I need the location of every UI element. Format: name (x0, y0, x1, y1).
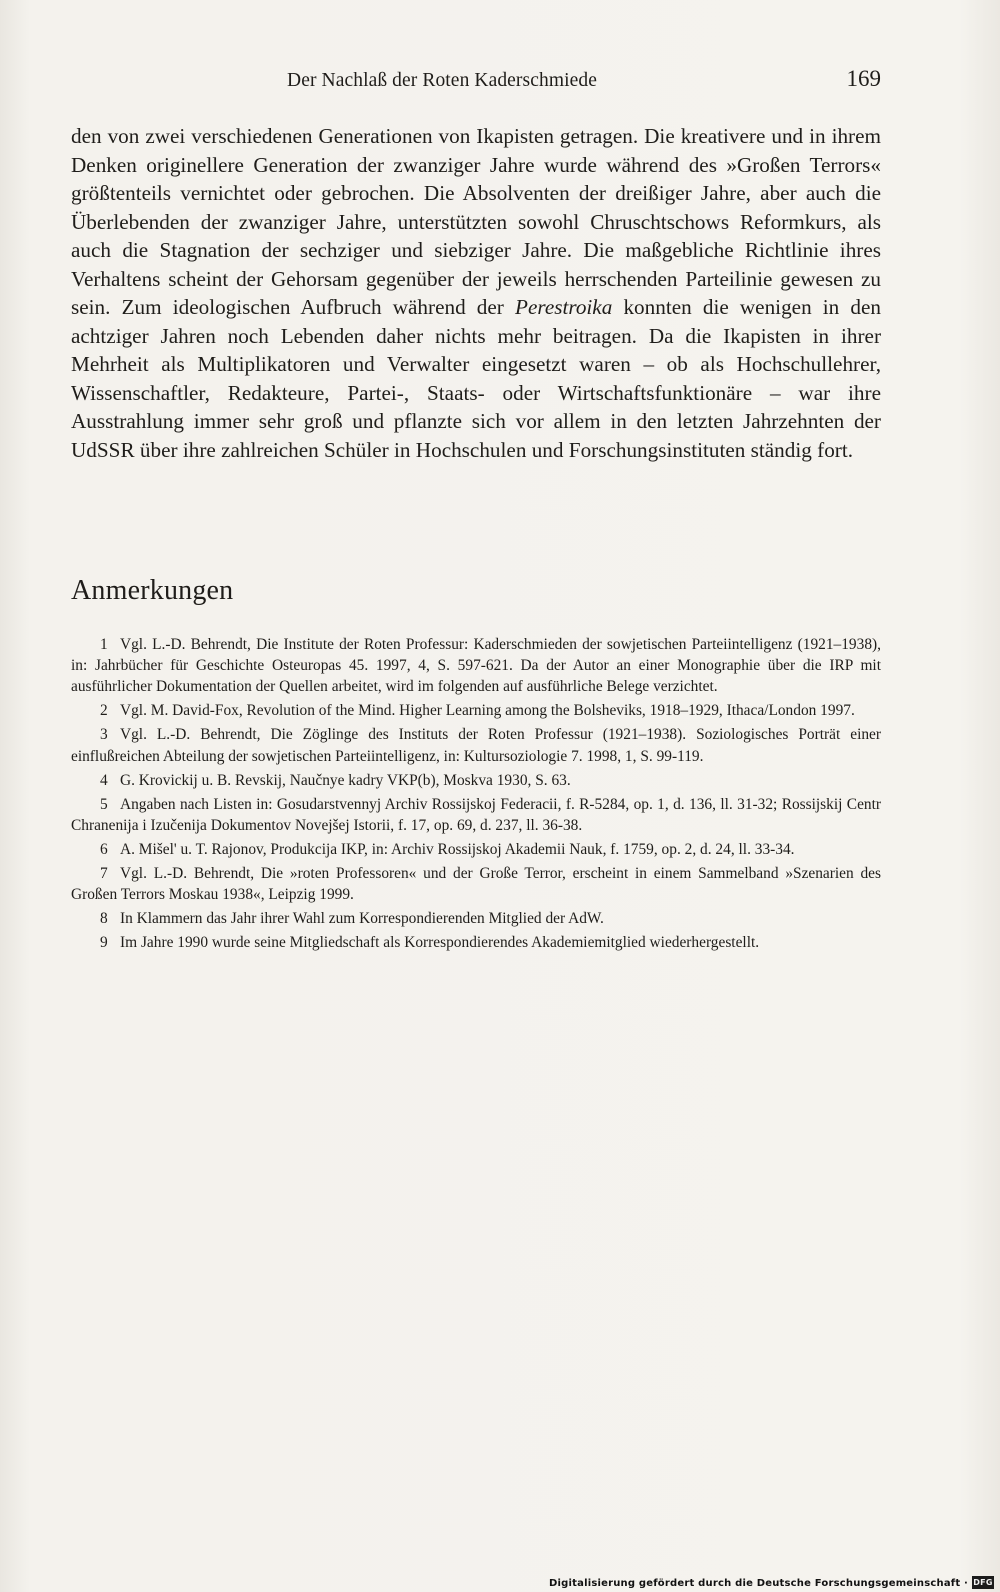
digitization-footer (0, 1572, 1000, 1592)
note-item (71, 863, 881, 905)
note-text: Im Jahre 1990 wurde seine Mitgliedschaft als Korrespondierendes Akademiemitglied wiederhergestellt. (120, 934, 760, 952)
page-number: 169 (846, 66, 881, 91)
body-paragraph (71, 122, 881, 464)
note-item (71, 794, 881, 836)
funding-credit: Digitalisierung gefördert durch die Deutsche Forschungsgemeinschaft · (549, 1578, 968, 1589)
body-text-part-2: konnten die wenigen in den achtziger Jahren noch Lebenden daher nichts mehr beitragen. Da die Ikapisten in ihrer Mehrheit als Multiplikatoren und Verwalter eingesetzt waren – ob als Hochschullehrer, Wissenschaftler, Redakteure, Partei-, Staats- oder Wirtschaftsfunktionäre – war ihre Ausstrahlung immer sehr groß und pflanzte sich vor allem in den letzten Jahrzehnten der UdSSR über ihre zahlreichen Schüler in Hochschulen und Forschungsinstituten ständig fort. (71, 295, 882, 462)
note-number: 3 (100, 726, 108, 744)
note-text: Vgl. L.-D. Behrendt, Die Zöglinge des Instituts der Roten Professur (1921–1938). Soziologisches Porträt einer einflußreichen Abteilung der sowjetischen Parteiintelligenz, in: Kultursoziologie 7. 1998, 1, S. 99-119. (71, 726, 881, 765)
note-item (71, 770, 881, 791)
note-number: 2 (100, 702, 108, 720)
note-text: G. Krovickij u. B. Revskij, Naučnye kadry VKP(b), Moskva 1930, S. 63. (120, 771, 571, 789)
note-item (71, 634, 881, 698)
running-header (71, 66, 881, 96)
note-text: A. Mišel' u. T. Rajonov, Produkcija IKP, in: Archiv Rossijskoj Akademii Nauk, f. 1759, op. 2, d. 24, ll. 33-34. (120, 840, 795, 858)
note-number: 9 (100, 934, 108, 952)
note-text: Vgl. M. David-Fox, Revolution of the Mind. Higher Learning among the Bolsheviks, 1918–1929, Ithaca/London 1997. (120, 702, 855, 720)
note-number: 1 (100, 636, 108, 653)
note-item (71, 700, 881, 721)
note-item (71, 908, 881, 929)
body-italic-term: Perestroika (515, 295, 613, 319)
note-text: Vgl. L.-D. Behrendt, Die »roten Professoren« und der Große Terror, erscheint in einem Sammelband »Szenarien des Großen Terrors Moskau 1938«, Leipzig 1999. (71, 864, 881, 904)
running-title: Der Nachlaß der Roten Kaderschmiede (287, 70, 597, 91)
note-number: 5 (100, 795, 108, 813)
body-text-part-1: den von zwei verschiedenen Generationen von Ikapisten getragen. Die kreativere und in ihrem Denken originellere Generation der zwanziger Jahre wurde während des »Großen Terrors« größtenteils vernichtet oder gebrochen. Die Absolventen der dreißiger Jahre, aber auch die Überlebenden der zwanziger Jahre, unterstützten sowohl Chruschtschows Reformkurs, als auch die Stagnation der sechziger und siebziger Jahre. Die maßgebliche Richtlinie ihres Verhaltens scheint der Gehorsam gegenüber der jeweils herrschenden Parteilinie gewesen zu sein. Zum ideologischen Aufbruch während der (71, 124, 881, 319)
note-number: 8 (100, 910, 108, 928)
note-number: 4 (100, 771, 108, 789)
note-item (71, 932, 881, 953)
dfg-logo-icon: DFG (973, 1578, 993, 1587)
note-number: 6 (100, 840, 108, 858)
note-item (71, 839, 881, 860)
notes-heading: Anmerkungen (71, 575, 234, 606)
notes-list (71, 634, 881, 956)
note-number: 7 (100, 864, 108, 882)
note-text: Vgl. L.-D. Behrendt, Die Institute der Roten Professur: Kaderschmieden der sowjetischen Parteiintelligenz (1921–1938), in: Jahrbücher für Geschichte Osteuropas 45. 1997, 4, S. 597-621. Da der Autor an einer Monographie über die IRP mit ausführlicher Dokumentation der Quellen arbeitet, wird im folgenden auf ausführliche Belege verzichtet. (71, 636, 881, 696)
note-text: Angaben nach Listen in: Gosudarstvennyj Archiv Rossijskoj Federacii, f. R-5284, op. 1, d. 136, ll. 31-32; Rossijskij Centr Chranenija i Izučenija Dokumentov Novejšej Istorii, f. 17, op. 69, d. 237, ll. 36-38. (71, 795, 881, 834)
note-text: In Klammern das Jahr ihrer Wahl zum Korrespondierenden Mitglied der AdW. (120, 910, 604, 928)
note-item (71, 724, 881, 766)
